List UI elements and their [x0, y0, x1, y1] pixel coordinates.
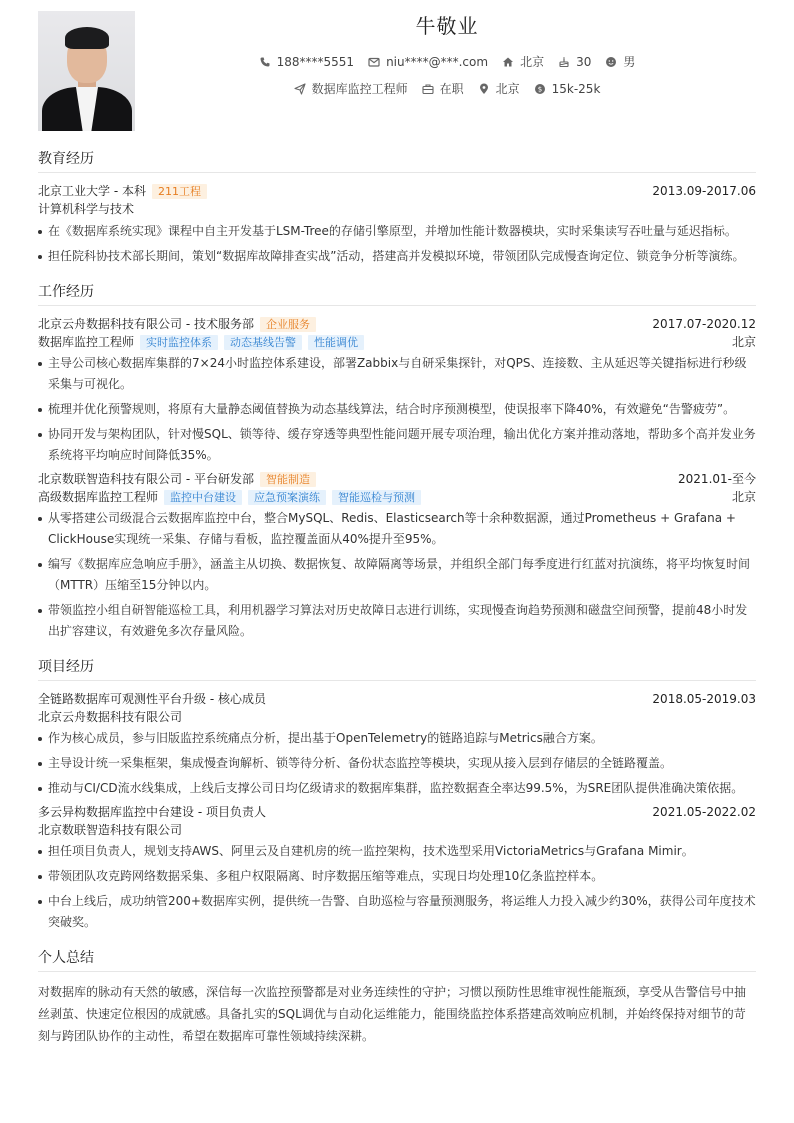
company-name: 北京数联智造科技有限公司 - 平台研发部: [38, 472, 254, 486]
list-item: 中台上线后，成功纳管200+数据库实例，提供统一告警、自助巡检与容量预测服务，将运维人力投入减少约30%，获得公司年度技术突破奖。: [38, 891, 756, 933]
work-city-text: 北京: [495, 82, 520, 96]
industry-tag: 智能制造: [260, 472, 316, 487]
city-text: 北京: [520, 55, 545, 69]
major: 计算机科学与技术: [38, 202, 135, 216]
list-item: 担任院科协技术部长期间，策划“数据库故障排查实战”活动，搭建高并发模拟环境，带领团队完成慢查询定位、锁竞争分析等演练。: [38, 246, 756, 267]
project-entry: [38, 803, 756, 933]
project-company: 北京云舟数据科技有限公司: [38, 710, 183, 724]
list-item: 协同开发与架构团队，针对慢SQL、锁等待、缓存穿透等典型性能问题开展专项治理，输出优化方案并推动落地，帮助多个高并发业务系统将平均响应时间降低35%。: [38, 424, 756, 466]
mail-icon: [368, 56, 380, 68]
list-item: 推动与CI/CD流水线集成，上线后支撑公司日均亿级请求的数据库集群，监控数据查全率达99.5%，为SRE团队提供准确决策依据。: [38, 778, 756, 799]
list-item: 梳理并优化预警规则，将原有大量静态阈值替换为动态基线算法，结合时序预测模型，使误报率下降40%，有效避免“告警疲劳”。: [38, 399, 756, 420]
summary-text: 对数据库的脉动有天然的敏感，深信每一次监控预警都是对业务连续性的守护；习惯以预防性思维审视性能瓶颈，享受从告警信号中抽丝剥茧、快速定位根因的成就感。具备扎实的SQL调优与自动化运维能力，能围绕监控体系搭建高效响应机制，并始终保持对细节的苛刻与跨团队协作的主动性，希望在数据库可靠性领域持续深耕。: [38, 985, 747, 1043]
education-entry: [38, 182, 756, 267]
send-icon: [294, 83, 306, 95]
skill-tag: 监控中台建设: [164, 490, 242, 505]
section-title: 项目经历: [38, 656, 756, 681]
list-item: 编写《数据库应急响应手册》，涵盖主从切换、数据恢复、故障隔离等场景，并组织全部门每季度进行红蓝对抗演练，将平均恢复时间（MTTR）压缩至15分钟以内。: [38, 554, 756, 596]
gender-item: [605, 53, 635, 70]
work-period: 2017.07-2020.12: [652, 317, 756, 331]
section-title: 工作经历: [38, 281, 756, 306]
resume-header: [38, 10, 756, 132]
phone-icon: [259, 56, 271, 68]
contact-row: [138, 53, 756, 70]
job-title: 数据库监控工程师: [38, 335, 135, 349]
candidate-name: 牛敬业: [415, 14, 479, 38]
list-item: 带领团队攻克跨网络数据采集、多租户权限隔离、时序数据压缩等难点，实现日均处理10亿条监控样本。: [38, 866, 756, 887]
list-item: 从零搭建公司级混合云数据库监控中台，整合MySQL、Redis、Elasticsearch等十余种数据源，通过Prometheus + Grafana + ClickHouse实现统一采集、存储与看板，监控覆盖面从40%提升至95%。: [38, 508, 756, 550]
location-pin-icon: [478, 83, 490, 95]
job-target-item: [294, 80, 408, 97]
briefcase-icon: [422, 83, 434, 95]
salary-item: [534, 82, 601, 96]
skill-tag: 性能调优: [308, 335, 364, 350]
work-entry: [38, 315, 756, 466]
education-period: 2013.09-2017.06: [652, 184, 756, 198]
money-icon: [534, 83, 546, 95]
section-title: 个人总结: [38, 947, 756, 972]
smile-icon: [605, 56, 617, 68]
job-intent-row: [138, 80, 756, 97]
list-item: 主导设计统一采集框架，集成慢查询解析、锁等待分析、备份状态监控等模块，实现从接入层到存储层的全链路覆盖。: [38, 753, 756, 774]
work-city-item: [478, 80, 520, 97]
svg-text:$: $: [537, 84, 542, 93]
project-period: 2021.05-2022.02: [652, 805, 756, 819]
section-title: 教育经历: [38, 148, 756, 173]
work-city: 北京: [731, 335, 756, 349]
skill-tag: 实时监控体系: [140, 335, 218, 350]
school-name: 北京工业大学 - 本科: [38, 184, 146, 198]
list-item: 作为核心成员，参与旧版监控系统痛点分析，提出基于OpenTelemetry的链路追踪与Metrics融合方案。: [38, 728, 756, 749]
list-item: 在《数据库系统实现》课程中自主开发基于LSM-Tree的存储引擎原型，并增加性能计数器模块，实时采集读写吞吐量与延迟指标。: [38, 221, 756, 242]
work-entry: [38, 470, 756, 642]
summary-section: [38, 947, 756, 1047]
school-tag: 211工程: [152, 184, 207, 199]
status-item: [422, 80, 464, 97]
work-period: 2021.01-至今: [678, 472, 756, 486]
skill-tag: 应急预案演练: [248, 490, 326, 505]
job-target-text: 数据库监控工程师: [311, 82, 408, 96]
project-name: 全链路数据库可观测性平台升级 - 核心成员: [38, 692, 266, 706]
projects-section: [38, 656, 756, 933]
age-item: [558, 55, 591, 69]
list-item: 带领监控小组自研智能巡检工具，利用机器学习算法对历史故障日志进行训练，实现慢查询趋势预测和磁盘空间预警，提前48小时发出扩容建议，有效避免多次存量风险。: [38, 600, 756, 642]
project-name: 多云异构数据库监控中台建设 - 项目负责人: [38, 805, 266, 819]
cake-icon: [558, 56, 570, 68]
phone-item: [259, 55, 354, 69]
city-item: [502, 53, 544, 70]
education-section: [38, 148, 756, 267]
job-title: 高级数据库监控工程师: [38, 490, 159, 504]
list-item: 主导公司核心数据库集群的7×24小时监控体系建设，部署Zabbix与自研采集探针，对QPS、连接数、主从延迟等关键指标进行秒级采集与可视化。: [38, 353, 756, 395]
list-item: 担任项目负责人，规划支持AWS、阿里云及自建机房的统一监控架构，技术选型采用VictoriaMetrics与Grafana Mimir。: [38, 841, 756, 862]
home-icon: [502, 56, 514, 68]
skill-tag: 动态基线告警: [224, 335, 302, 350]
email-item: [368, 55, 488, 69]
skill-tag: 智能巡检与预测: [332, 490, 421, 505]
company-name: 北京云舟数据科技有限公司 - 技术服务部: [38, 317, 254, 331]
industry-tag: 企业服务: [260, 317, 316, 332]
resume-page: [38, 10, 756, 1047]
project-entry: [38, 690, 756, 799]
work-section: [38, 281, 756, 642]
age-text: 30: [576, 54, 592, 69]
work-city: 北京: [731, 490, 756, 504]
project-company: 北京数联智造科技有限公司: [38, 823, 183, 837]
email-text: niu****@***.com: [386, 54, 489, 69]
phone-text: 188****5551: [276, 54, 355, 69]
status-text: 在职: [439, 82, 464, 96]
salary-text: 15k-25k: [551, 81, 601, 96]
gender-text: 男: [623, 55, 636, 69]
project-period: 2018.05-2019.03: [652, 692, 756, 706]
